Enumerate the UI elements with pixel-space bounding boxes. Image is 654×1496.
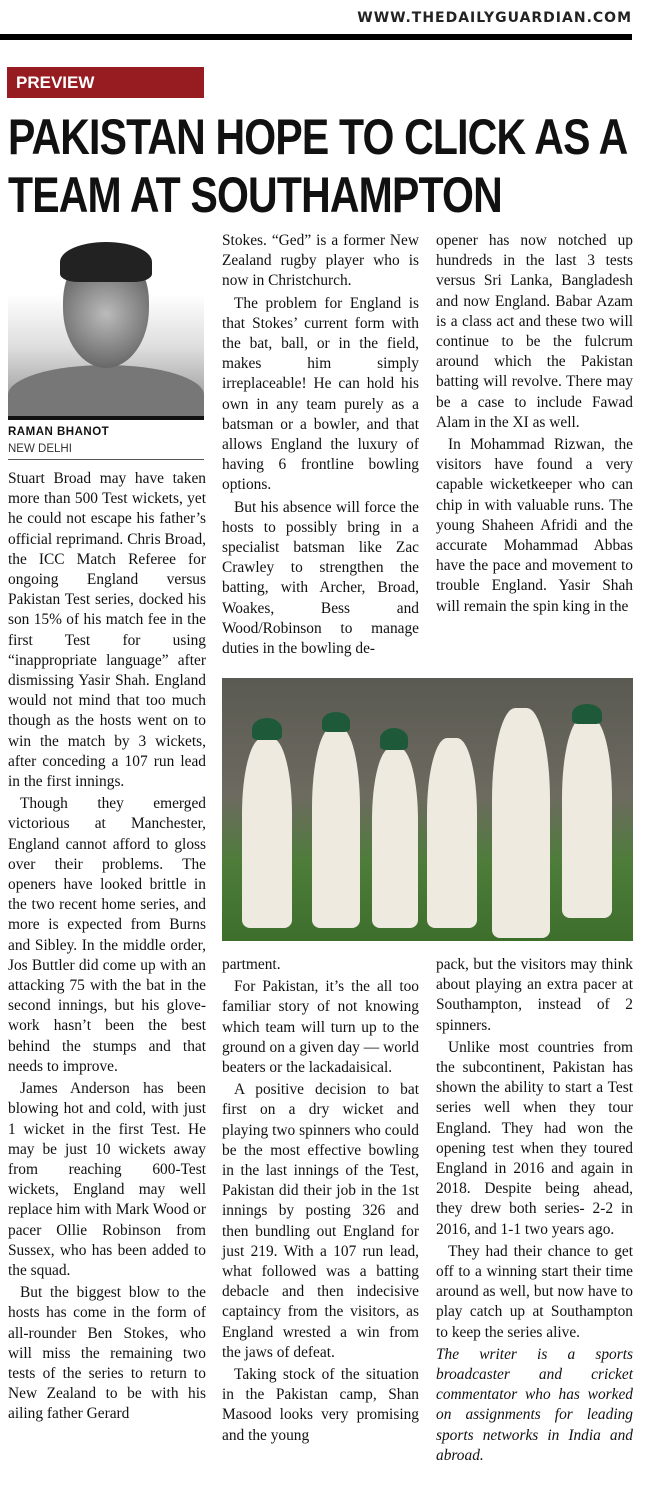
paragraph: opener has now notched up hundreds in the last 3 tests versus Sri Lanka, Bangladesh and now England. Babar Azam is a class act and these two will continue to be the fulcrum around which the Pakistan batting will revolve. There may be a case to include Fawad Alam in the XI as well.: [436, 232, 633, 431]
paragraph: Stuart Broad may have taken more than 500 Test wickets, yet he could not escape his father’s official reprimand. Chris Broad, the ICC Match Referee for ongoing England versus Pakistan Test series, docked his son 15% of his match fee in the first Test for using “inappropriate language” after dismissing Yasir Shah. England would not mind that too much though as the hosts went on to win the match by 3 wickets, after conceding a 107 run lead in the first innings.: [8, 470, 206, 791]
column-2-bottom: [222, 955, 419, 1448]
section-tag: PREVIEW: [7, 67, 204, 98]
column-3-bottom: [436, 955, 633, 1468]
paragraph: In Mohammad Rizwan, the visitors have found a very capable wicketkeeper who can chip in with valuable runs. The young Shaheen Afridi and the accurate Mohammad Abbas have the pace and movement to trouble England. Yasir Shah will remain the spin king in the: [436, 436, 633, 615]
cricket-team-photo: [222, 678, 633, 941]
masthead-url: WWW.THEDAILYGUARDIAN.COM: [357, 10, 632, 26]
paragraph: They had their chance to get off to a winning start their time around as well, but now have to play catch up at Southampton to keep the series alive.: [436, 1242, 633, 1341]
paragraph: James Anderson has been blowing hot and cold, with just 1 wicket in the first Test. He may be just 10 wickets away from reaching 600-Test wickets, England may well replace him with Mark Wood or pacer Ollie Robinson from Sussex, who has been added to the squad.: [8, 1080, 206, 1279]
masthead-rule: [0, 34, 632, 40]
paragraph: But his absence will force the hosts to possibly bring in a specialist batsman like Zac Crawley to strengthen the batting, with Archer, Broad, Woakes, Bess and Wood/Robinson to manage duties in the bowling de-: [222, 498, 419, 658]
paragraph: The problem for England is that Stokes’ current form with the bat, ball, or in the field, makes him simply irreplaceable! He can hold his own in any team purely as a batsman or a bowler, and that allows England the luxury of having 6 frontline bowling options.: [222, 294, 419, 494]
column-1: [8, 469, 206, 1427]
paragraph: For Pakistan, it’s the all too familiar story of not knowing which team will turn up to the ground on a given day — world beaters or the lackadaisical.: [222, 978, 419, 1077]
paragraph: But the biggest blow to the hosts has come in the form of all-rounder Ben Stokes, who will miss the remaining two tests of the series to return to New Zealand to be with his ailing father Gerard: [8, 1284, 206, 1423]
paragraph: Stokes. “Ged” is a former New Zealand rugby player who is now in Christchurch.: [222, 232, 419, 290]
paragraph: pack, but the visitors may think about playing an extra pacer at Southampton, instead of 2 spinners.: [436, 956, 633, 1034]
author-location: NEW DELHI: [8, 443, 72, 455]
headline-line-2: TEAM AT SOUTHAMPTON: [8, 167, 502, 223]
headline-line-1: PAKISTAN HOPE TO CLICK AS A: [8, 109, 628, 165]
paragraph: partment.: [222, 956, 281, 973]
author-divider: [8, 459, 204, 460]
headline: [8, 108, 648, 224]
paragraph: Unlike most countries from the subcontinent, Pakistan has shown the ability to start a Test series well when they tour England. They had won the opening test when they toured England in 2016 and again in 2018. Despite being ahead, they drew both series- 2-2 in 2016, and 1-1 two years ago.: [436, 1038, 633, 1238]
author-name: RAMAN BHANOT: [8, 426, 110, 438]
author-photo: [8, 240, 204, 420]
column-3-top: [436, 231, 633, 619]
paragraph: Though they emerged victorious at Manchester, England cannot afford to gloss over their problems. The openers have looked brittle in the two recent home series, and more is expected from Burns and Sibley. In the middle order, Jos Buttler did come up with an attacking 75 with the bat in the second innings, but his glove-work hasn’t been the best behind the stumps and that needs to improve.: [8, 795, 206, 1075]
author-footnote: The writer is a sports broadcaster and cricket commentator who has worked on assignments for leading sports networks in India and abroad.: [436, 1345, 633, 1464]
paragraph: A positive decision to bat first on a dry wicket and playing two spinners who could be the most effective bowling in the last innings of the Test, Pakistan did their job in the 1st innings by posting 326 and then bundling out England for just 219. With a 107 run lead, what followed was a batting debacle and then indecisive captaincy from the visitors, as England wrested a win from the jaws of defeat.: [222, 1081, 419, 1361]
column-2-top: [222, 231, 419, 661]
paragraph: Taking stock of the situation in the Pakistan camp, Shan Masood looks very promising and the young: [222, 1366, 419, 1444]
